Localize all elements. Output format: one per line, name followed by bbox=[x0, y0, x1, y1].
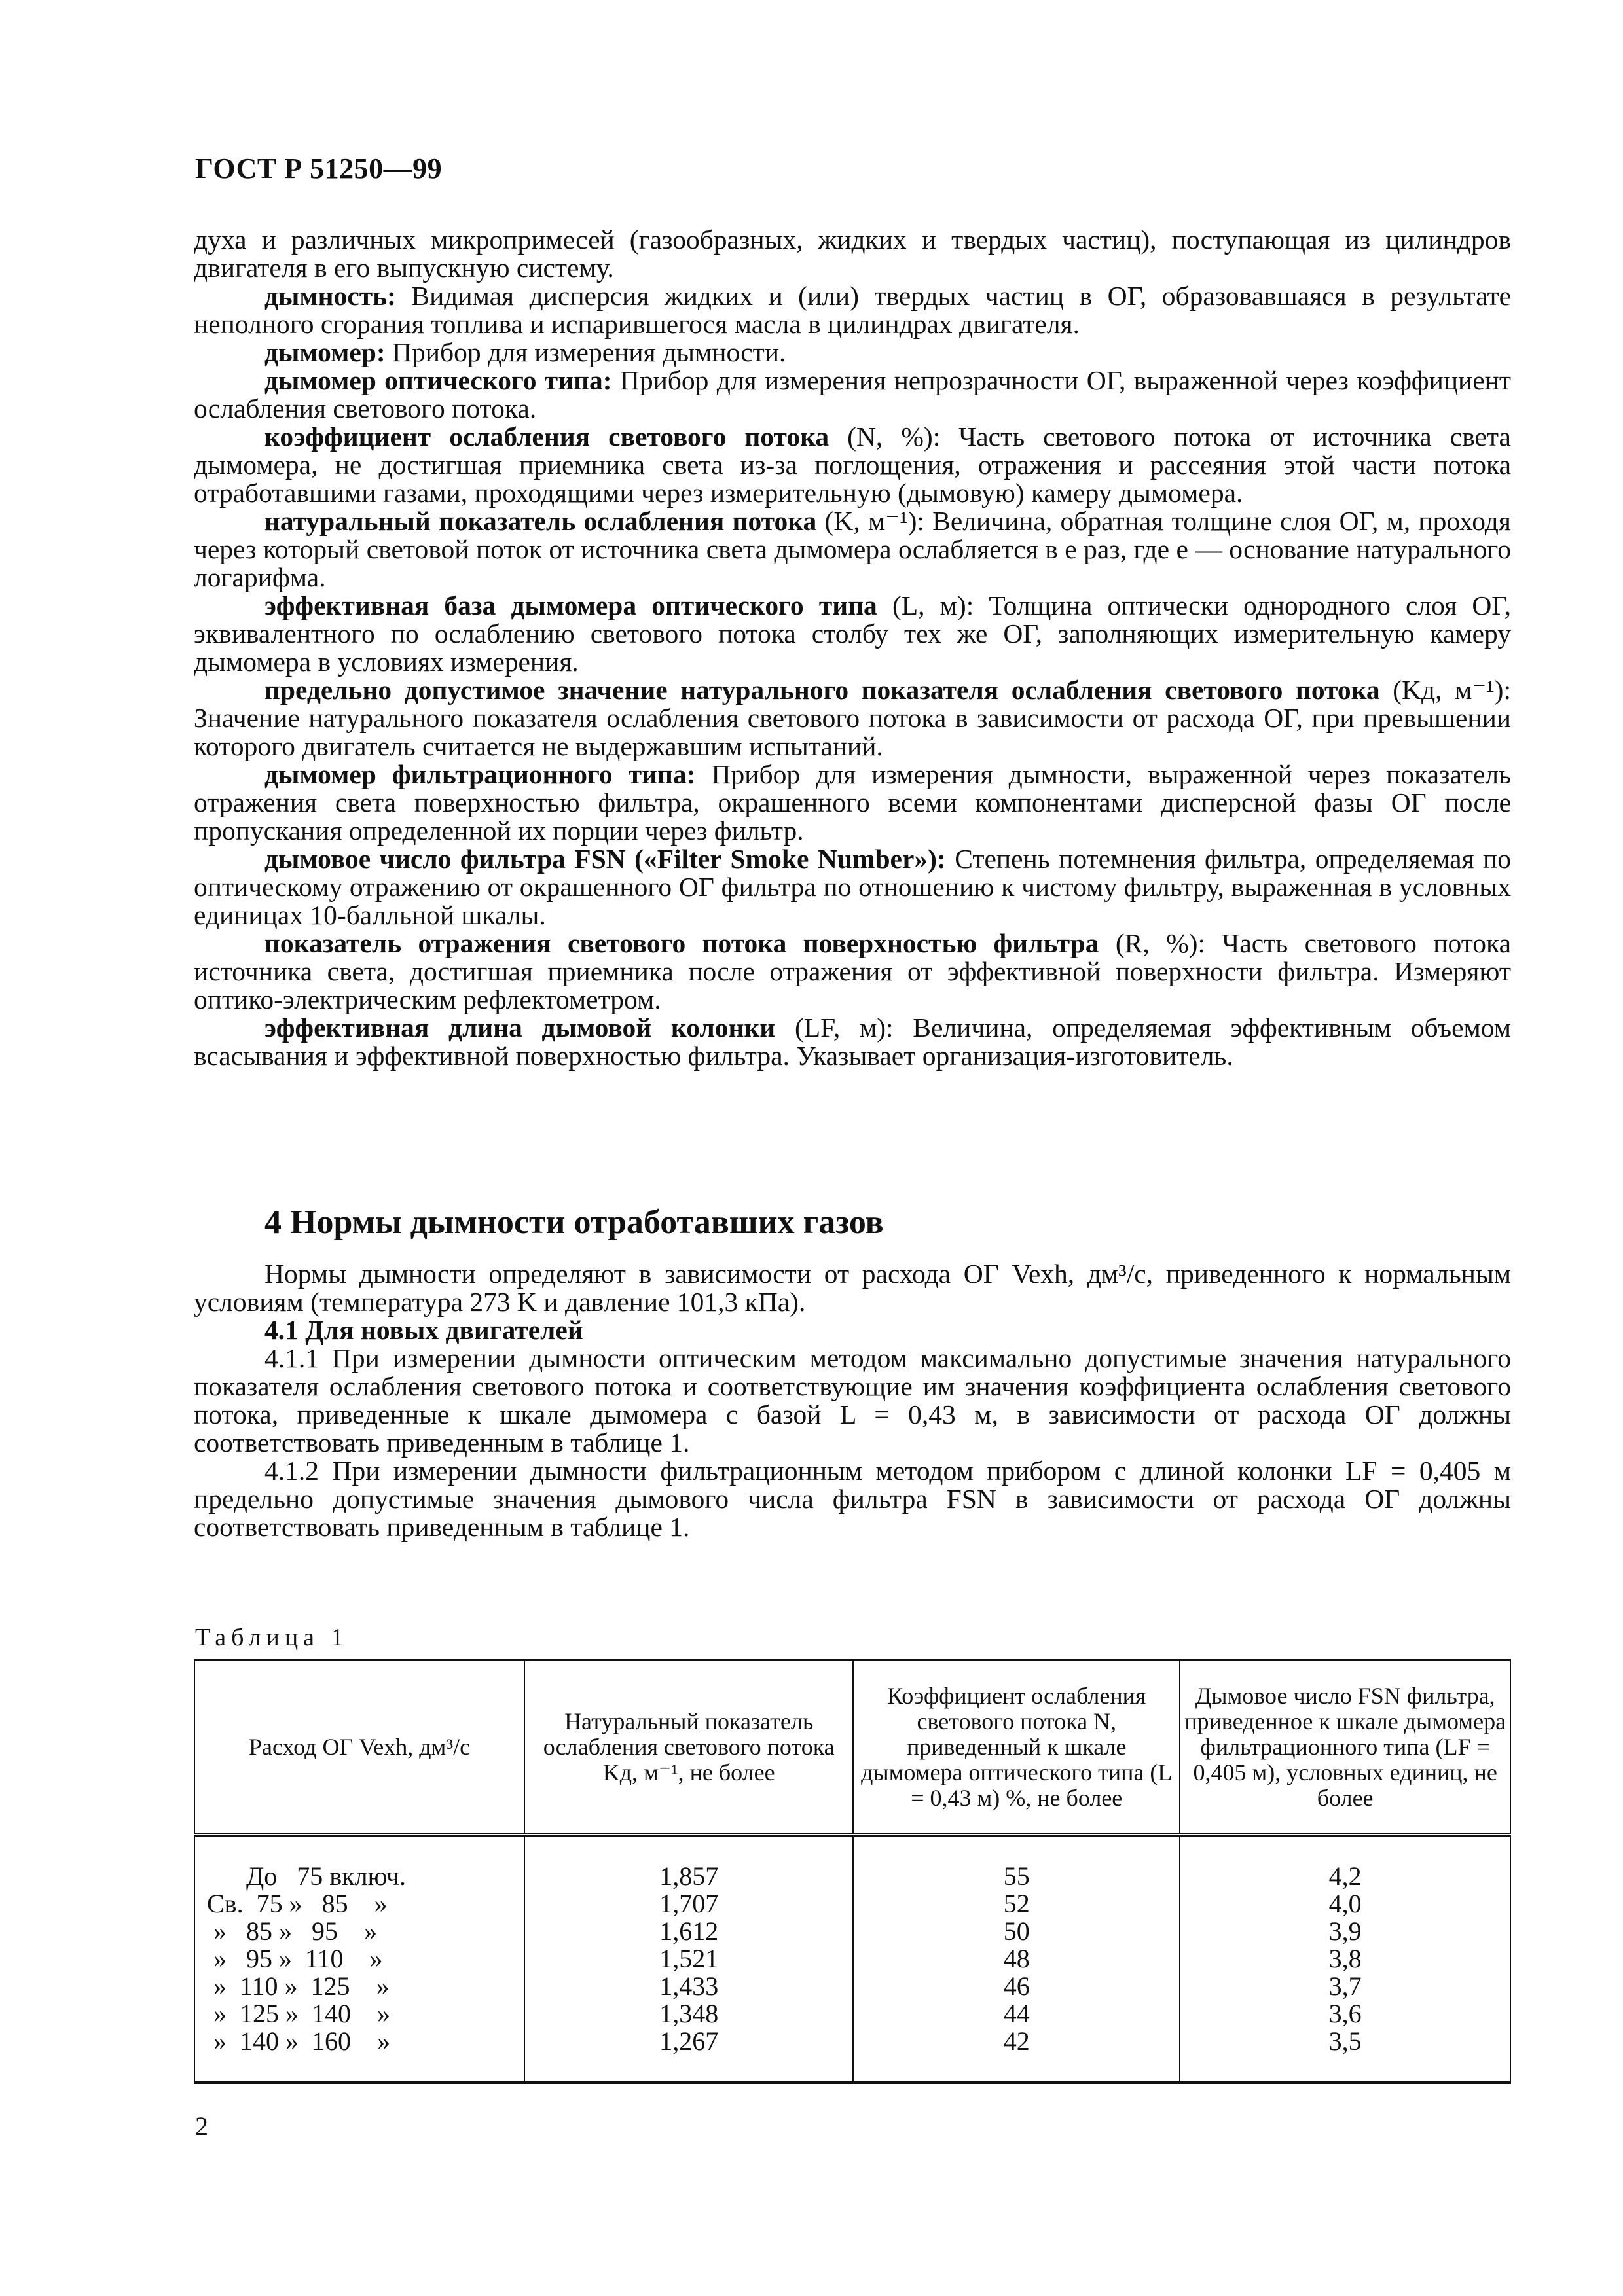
definition-item bbox=[194, 1014, 1511, 1070]
definition-text: духа и различных микропримесей (газообразных, жидких и твердых частиц), поступающая из цилиндров двигателя в его выпускную систему. bbox=[194, 224, 1511, 283]
definition-text: (L, м): Толщина оптически однородного слоя ОГ, эквивалентного по ослаблению светового потока столбу тех же ОГ, заполняющих измерительную камеру дымомера в условиях измерения. bbox=[194, 590, 1511, 677]
definition-item bbox=[194, 423, 1511, 507]
header-flow-rate: Расход ОГ Vexh, дм³/с bbox=[194, 1660, 524, 1835]
table-body-row bbox=[194, 1835, 1510, 2083]
definition-term: эффективная длина дымовой колонки bbox=[264, 1013, 776, 1043]
table-cell-range: » 125 » 140 » bbox=[207, 1999, 390, 2028]
definition-item bbox=[194, 338, 1511, 367]
table-caption: Таблица 1 bbox=[195, 1624, 349, 1651]
subsection-heading: 4.1 Для новых двигателей bbox=[264, 1315, 583, 1345]
header-fsn: Дымовое число FSN фильтра, приведенное к шкале дымомера фильтрационного типа (LF = 0,405 м), условных единиц, не более bbox=[1180, 1660, 1510, 1835]
definition-text: Прибор для измерения дымности. bbox=[385, 337, 786, 367]
clause-4-1-1: 4.1.1 При измерении дымности оптическим методом максимально допустимые значения натурального показателя ослабления светового потока и соответствующие им значения коэффициента ослабления светового потока, приведенные к шкале дымомера с базой L = 0,43 м, в зависимости от расхода ОГ должны соответствовать приведенным в таблице 1. bbox=[194, 1343, 1511, 1458]
table-cell-k: 1,857 bbox=[659, 1861, 719, 1891]
definitions-block bbox=[194, 226, 1511, 1070]
table-header-row bbox=[194, 1660, 1510, 1835]
table-cell-range: До 75 включ. bbox=[207, 1861, 407, 1891]
table-cell-range: » 95 » 110 » bbox=[207, 1944, 383, 1973]
table-cell-k: 1,267 bbox=[659, 2026, 719, 2056]
definition-term: коэффициент ослабления светового потока bbox=[264, 422, 830, 452]
smoke-norms-table bbox=[194, 1659, 1511, 2084]
table-cell-fsn: 3,8 bbox=[1328, 1944, 1362, 1973]
table-cell-k: 1,612 bbox=[659, 1916, 719, 1946]
table-cell-range: » 85 » 95 » bbox=[207, 1916, 377, 1946]
document-header: ГОСТ Р 51250—99 bbox=[195, 152, 443, 185]
header-n-coefficient: Коэффициент ослабления светового потока N, приведенный к шкале дымомера оптического типа (L = 0,43 м) %, не более bbox=[853, 1660, 1180, 1835]
definition-text: (K, м⁻¹): Величина, обратная толщине слоя ОГ, м, проходя через который световой поток от источника света дымомера ослабляется в e раз, где e — основание натурального логарифма. bbox=[194, 506, 1511, 592]
table-cell-fsn: 3,5 bbox=[1328, 2026, 1362, 2056]
table-cell-fsn: 4,2 bbox=[1328, 1861, 1362, 1891]
definition-term: показатель отражения светового потока поверхностью фильтра bbox=[264, 928, 1099, 958]
definition-term: дымность: bbox=[264, 281, 396, 311]
table-cell-n: 44 bbox=[1003, 1999, 1030, 2028]
definition-item bbox=[194, 761, 1511, 845]
definition-item bbox=[194, 507, 1511, 592]
table-cell-n: 52 bbox=[1003, 1889, 1030, 1918]
table-cell-fsn: 3,7 bbox=[1328, 1971, 1362, 2001]
definition-item bbox=[194, 592, 1511, 676]
definition-item bbox=[194, 367, 1511, 423]
table-cell-k: 1,348 bbox=[659, 1999, 719, 2028]
table-cell-range: » 140 » 160 » bbox=[207, 2026, 390, 2056]
table-cell-n: 48 bbox=[1003, 1944, 1030, 1973]
flow-range-column bbox=[194, 1835, 524, 2083]
definition-item bbox=[194, 845, 1511, 929]
page-number: 2 bbox=[195, 2111, 208, 2141]
section-heading: 4 Нормы дымности отработавших газов bbox=[264, 1204, 884, 1241]
k-value-column bbox=[524, 1835, 853, 2083]
definition-term: дымомер: bbox=[264, 337, 386, 367]
definition-text: (Kд, м⁻¹): Значение натурального показателя ослабления светового потока в зависимости от расхода ОГ, при превышении которого двигатель считается не выдержавшим испытаний. bbox=[194, 675, 1511, 761]
table-cell-n: 42 bbox=[1003, 2026, 1030, 2056]
table-cell-k: 1,707 bbox=[659, 1889, 719, 1918]
definition-term: дымомер фильтрационного типа: bbox=[264, 759, 696, 789]
definition-item bbox=[194, 929, 1511, 1014]
table-cell-n: 46 bbox=[1003, 1971, 1030, 2001]
table-cell-fsn: 3,9 bbox=[1328, 1916, 1362, 1946]
definition-term: натуральный показатель ослабления потока bbox=[264, 506, 817, 536]
table-cell-k: 1,433 bbox=[659, 1971, 719, 2001]
table-cell-n: 50 bbox=[1003, 1916, 1030, 1946]
definition-text: Прибор для измерения дымности, выраженной через показатель отражения света поверхностью фильтра, окрашенного всеми компонентами дисперсной фазы ОГ после пропускания определенной их порции через фильтр. bbox=[194, 759, 1512, 846]
definition-term: дымомер оптического типа: bbox=[264, 365, 612, 395]
table-cell-range: Св. 75 » 85 » bbox=[207, 1889, 388, 1918]
definition-term: предельно допустимое значение натурального показателя ослабления светового потока bbox=[264, 675, 1380, 705]
n-value-column bbox=[853, 1835, 1180, 2083]
section-intro: Нормы дымности определяют в зависимости от расхода ОГ Vexh, дм³/с, приведенного к нормальным условиям (температура 273 K и давление 101,3 кПа). bbox=[194, 1259, 1511, 1317]
clause-4-1-2: 4.1.2 При измерении дымности фильтрационным методом прибором с длиной колонки LF = 0,405 м предельно допустимые значения дымового числа фильтра FSN в зависимости от расхода ОГ должны соответствовать приведенным в таблице 1. bbox=[194, 1456, 1511, 1542]
definition-item bbox=[194, 282, 1511, 338]
definition-text: Прибор для измерения непрозрачности ОГ, выраженной через коэффициент ослабления светового потока. bbox=[194, 365, 1511, 423]
definition-text: Степень потемнения фильтра, определяемая по оптическому отражению от окрашенного ОГ фильтра по отношению к чистому фильтру, выраженная в условных единицах 10-балльной шкалы. bbox=[194, 844, 1511, 930]
header-k-coefficient: Натуральный показатель ослабления светового потока Kд, м⁻¹, не более bbox=[524, 1660, 853, 1835]
section-body bbox=[194, 1260, 1511, 1541]
definition-text: (N, %): Часть светового потока от источника света дымомера, не достигшая приемника света из-за поглощения, отражения и рассеяния этой части потока отработавшими газами, проходящими через измерительную (дымовую) камеру дымомера. bbox=[194, 422, 1511, 508]
definition-term: дымовое число фильтра FSN («Filter Smoke Number»): bbox=[264, 844, 946, 874]
table-cell-fsn: 3,6 bbox=[1328, 1999, 1362, 2028]
definition-text: (R, %): Часть светового потока источника света, достигшая приемника после отражения от эффективной поверхности фильтра. Измеряют оптико-электрическим рефлектометром. bbox=[194, 928, 1511, 1014]
table-cell-range: » 110 » 125 » bbox=[207, 1971, 390, 2001]
definition-continuation bbox=[194, 226, 1511, 282]
table-cell-n: 55 bbox=[1003, 1861, 1030, 1891]
fsn-value-column bbox=[1180, 1835, 1510, 2083]
definition-term: эффективная база дымомера оптического типа bbox=[264, 590, 877, 620]
table-cell-fsn: 4,0 bbox=[1328, 1889, 1362, 1918]
definition-text: (LF, м): Величина, определяемая эффективным объемом всасывания и эффективной поверхностью фильтра. Указывает организация-изготовитель. bbox=[194, 1013, 1511, 1071]
definition-text: Видимая дисперсия жидких и (или) твердых частиц в ОГ, образовавшаяся в результате неполного сгорания топлива и испарившегося масла в цилиндрах двигателя. bbox=[194, 281, 1511, 339]
table-cell-k: 1,521 bbox=[659, 1944, 719, 1973]
definition-item bbox=[194, 676, 1511, 761]
